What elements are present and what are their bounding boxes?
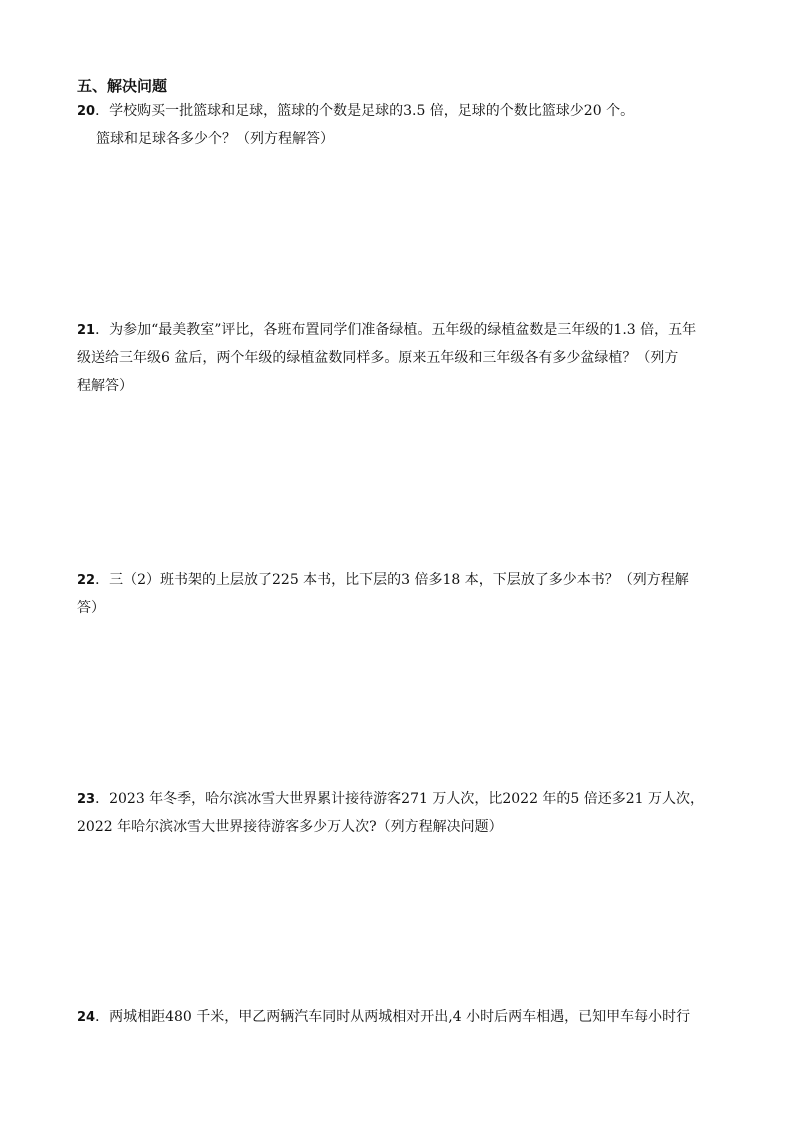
question-text: ．两城相距480 千米，甲乙两辆汽车同时从两城相对开出,4 小时后两车相遇，已知甲车每小时行 <box>95 1009 691 1025</box>
question-number: 24 <box>77 1010 96 1025</box>
question-23-line-2: 2022 年哈尔滨冰雪大世界接待游客多少万人次?（列方程解决问题） <box>77 819 503 835</box>
question-24-line-1 <box>77 1003 719 1031</box>
question-22-line-1 <box>77 566 719 594</box>
question-text: ．学校购买一批篮球和足球，篮球的个数是足球的3.5 倍，足球的个数比篮球少20 个。 <box>95 103 635 119</box>
question-20-line-2: 篮球和足球各多少个？（列方程解答） <box>96 131 334 147</box>
question-24 <box>77 1003 719 1031</box>
question-text: ．三（2）班书架的上层放了225 本书，比下层的3 倍多18 本，下层放了多少本书？（列方程解 <box>95 572 689 588</box>
question-21-line-1 <box>77 316 719 344</box>
question-21-line-2: 级送给三年级6 盆后，两个年级的绿植盆数同样多。原来五年级和三年级各有多少盆绿植？（列方 <box>77 350 679 366</box>
question-20-line-1 <box>77 97 719 125</box>
question-text: ．为参加“最美教室”评比，各班布置同学们准备绿植。五年级的绿植盆数是三年级的1.3 倍，五年 <box>95 322 697 338</box>
question-text: ．2023 年冬季，哈尔滨冰雪大世界累计接待游客271 万人次，比2022 年的5 倍还多21 万人次， <box>95 791 705 807</box>
question-20 <box>77 97 719 153</box>
question-23-line-1 <box>77 785 719 813</box>
section-title: 五、解决问题 <box>77 77 168 95</box>
question-22 <box>77 566 719 622</box>
question-number: 20 <box>77 104 96 119</box>
question-21-line-3: 程解答） <box>77 378 133 394</box>
question-22-line-2: 答） <box>77 600 105 616</box>
question-23 <box>77 785 719 841</box>
question-21 <box>77 316 719 400</box>
question-number: 21 <box>77 323 96 338</box>
question-number: 23 <box>77 792 96 807</box>
question-number: 22 <box>77 573 96 588</box>
